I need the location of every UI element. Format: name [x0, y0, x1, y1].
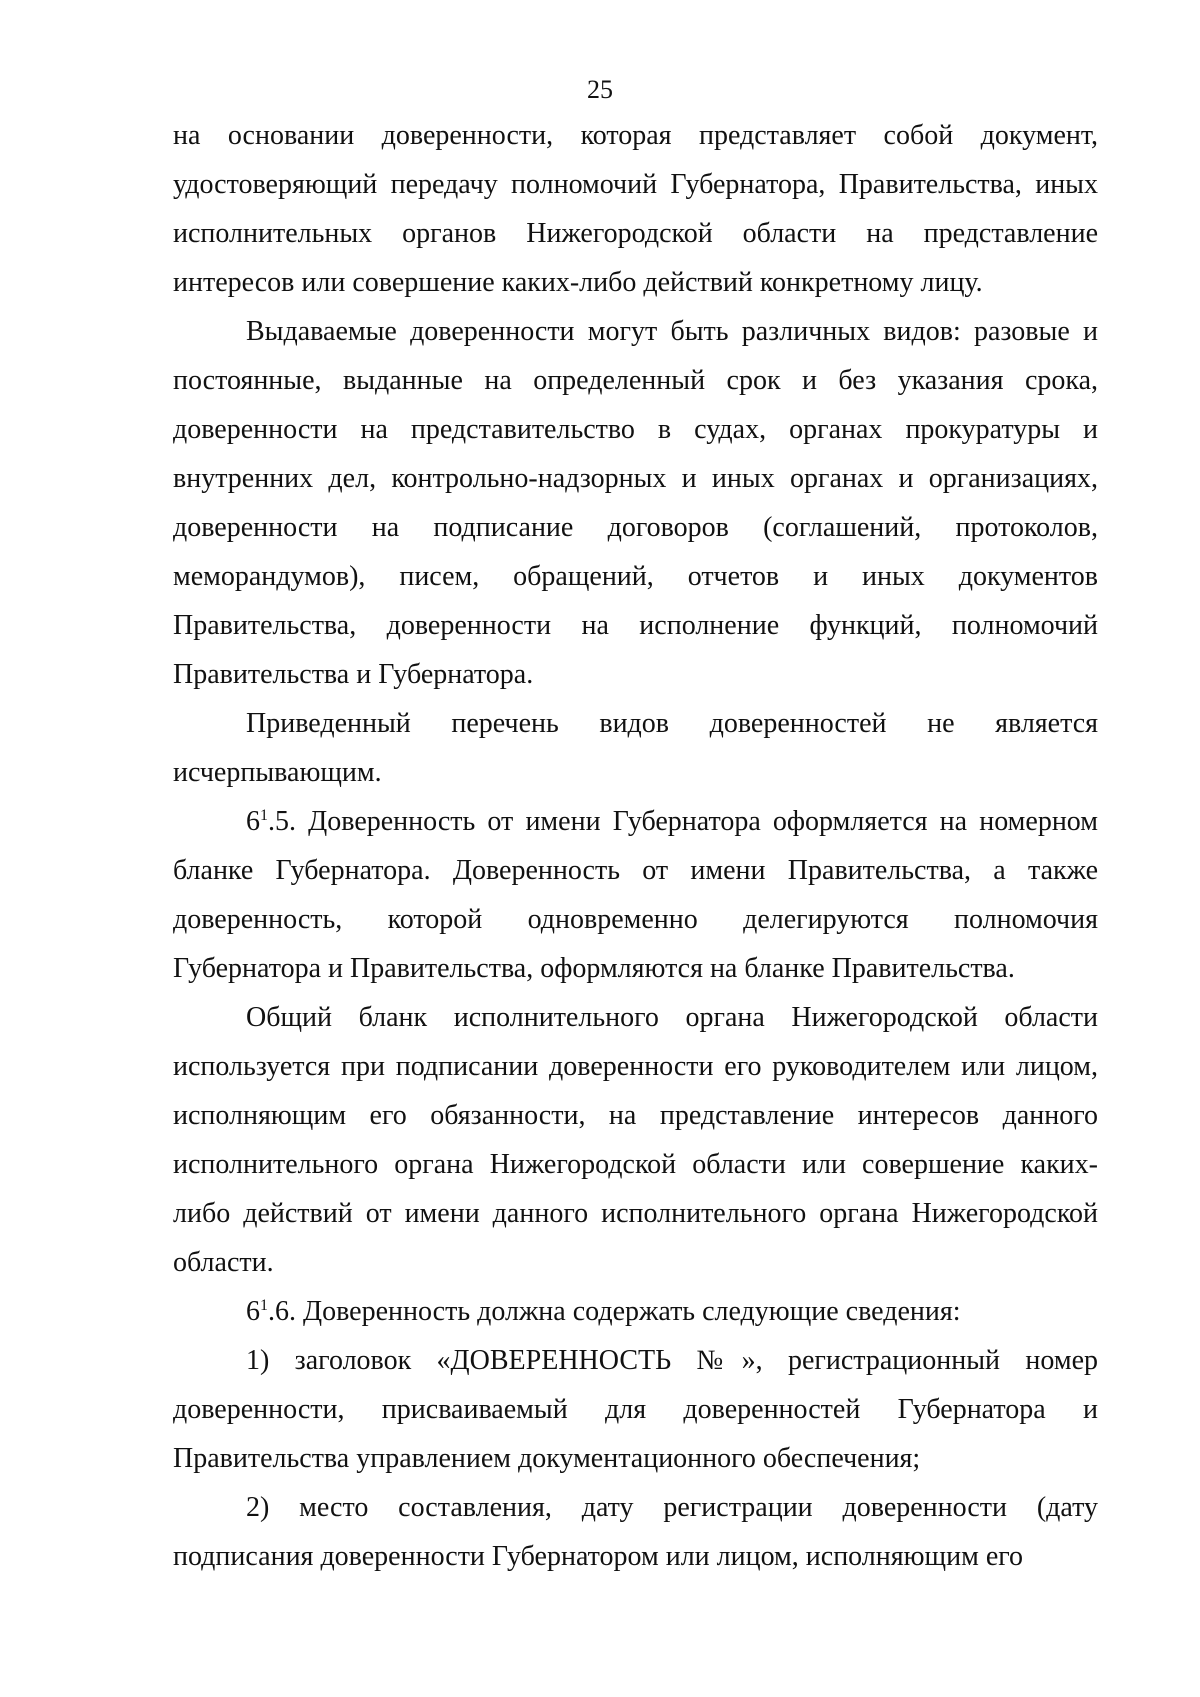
- paragraph: [173, 1287, 1098, 1336]
- paragraph-text: Доверенность от имени Губернатора оформляется на номерном бланке Губернатора. Доверенность от имени Правительства, а также доверенность, которой одновременно делегируются полномочия Губернатора и Правительства, оформляются на бланке Правительства.: [173, 806, 1098, 984]
- clause-number-main: 6: [246, 1296, 260, 1327]
- paragraph-text: Доверенность должна содержать следующие сведения:: [296, 1296, 961, 1327]
- paragraph: [173, 1336, 1098, 1483]
- paragraph: [173, 797, 1098, 993]
- page-number: 25: [587, 75, 613, 104]
- paragraph: [173, 993, 1098, 1287]
- paragraph: [173, 111, 1098, 307]
- clause-number-rest: .6.: [268, 1296, 296, 1327]
- paragraph-text: 1) заголовок «ДОВЕРЕННОСТЬ №», регистрационный номер доверенности, присваиваемый для доверенностей Губернатора и Правительства управлением документационного обеспечения;: [173, 1345, 1098, 1474]
- paragraph-text: Выдаваемые доверенности могут быть различных видов: разовые и постоянные, выданные на определенный срок и без указания срока, доверенности на представительство в судах, органах прокуратуры и внутренних дел, контрольно-надзорных и иных органах и организациях, доверенности на подписание договоров (соглашений, протоколов, меморандумов), писем, обращений, отчетов и иных документов Правительства, доверенности на исполнение функций, полномочий Правительства и Губернатора.: [173, 316, 1098, 690]
- paragraph: [173, 307, 1098, 699]
- clause-number-superscript: 1: [260, 1297, 268, 1314]
- paragraph-text: на основании доверенности, которая представляет собой документ, удостоверяющий передачу полномочий Губернатора, Правительства, иных исполнительных органов Нижегородской области на представление интересов или совершение каких-либо действий конкретному лицу.: [173, 120, 1098, 298]
- clause-number-main: 6: [246, 806, 260, 837]
- clause-number-superscript: 1: [260, 807, 268, 824]
- clause-number-rest: .5.: [268, 806, 296, 837]
- paragraph-text: Приведенный перечень видов доверенностей не является исчерпывающим.: [173, 708, 1098, 788]
- document-body: [173, 111, 1098, 1581]
- paragraph-text: Общий бланк исполнительного органа Нижегородской области используется при подписании доверенности его руководителем или лицом, исполняющим его обязанности, на представление интересов данного исполнительного органа Нижегородской области или совершение каких-либо действий от имени данного исполнительного органа Нижегородской области.: [173, 1002, 1098, 1278]
- paragraph-text: 2) место составления, дату регистрации доверенности (дату подписания доверенности Губернатором или лицом, исполняющим его: [173, 1492, 1098, 1572]
- paragraph: [173, 699, 1098, 797]
- paragraph: [173, 1483, 1098, 1581]
